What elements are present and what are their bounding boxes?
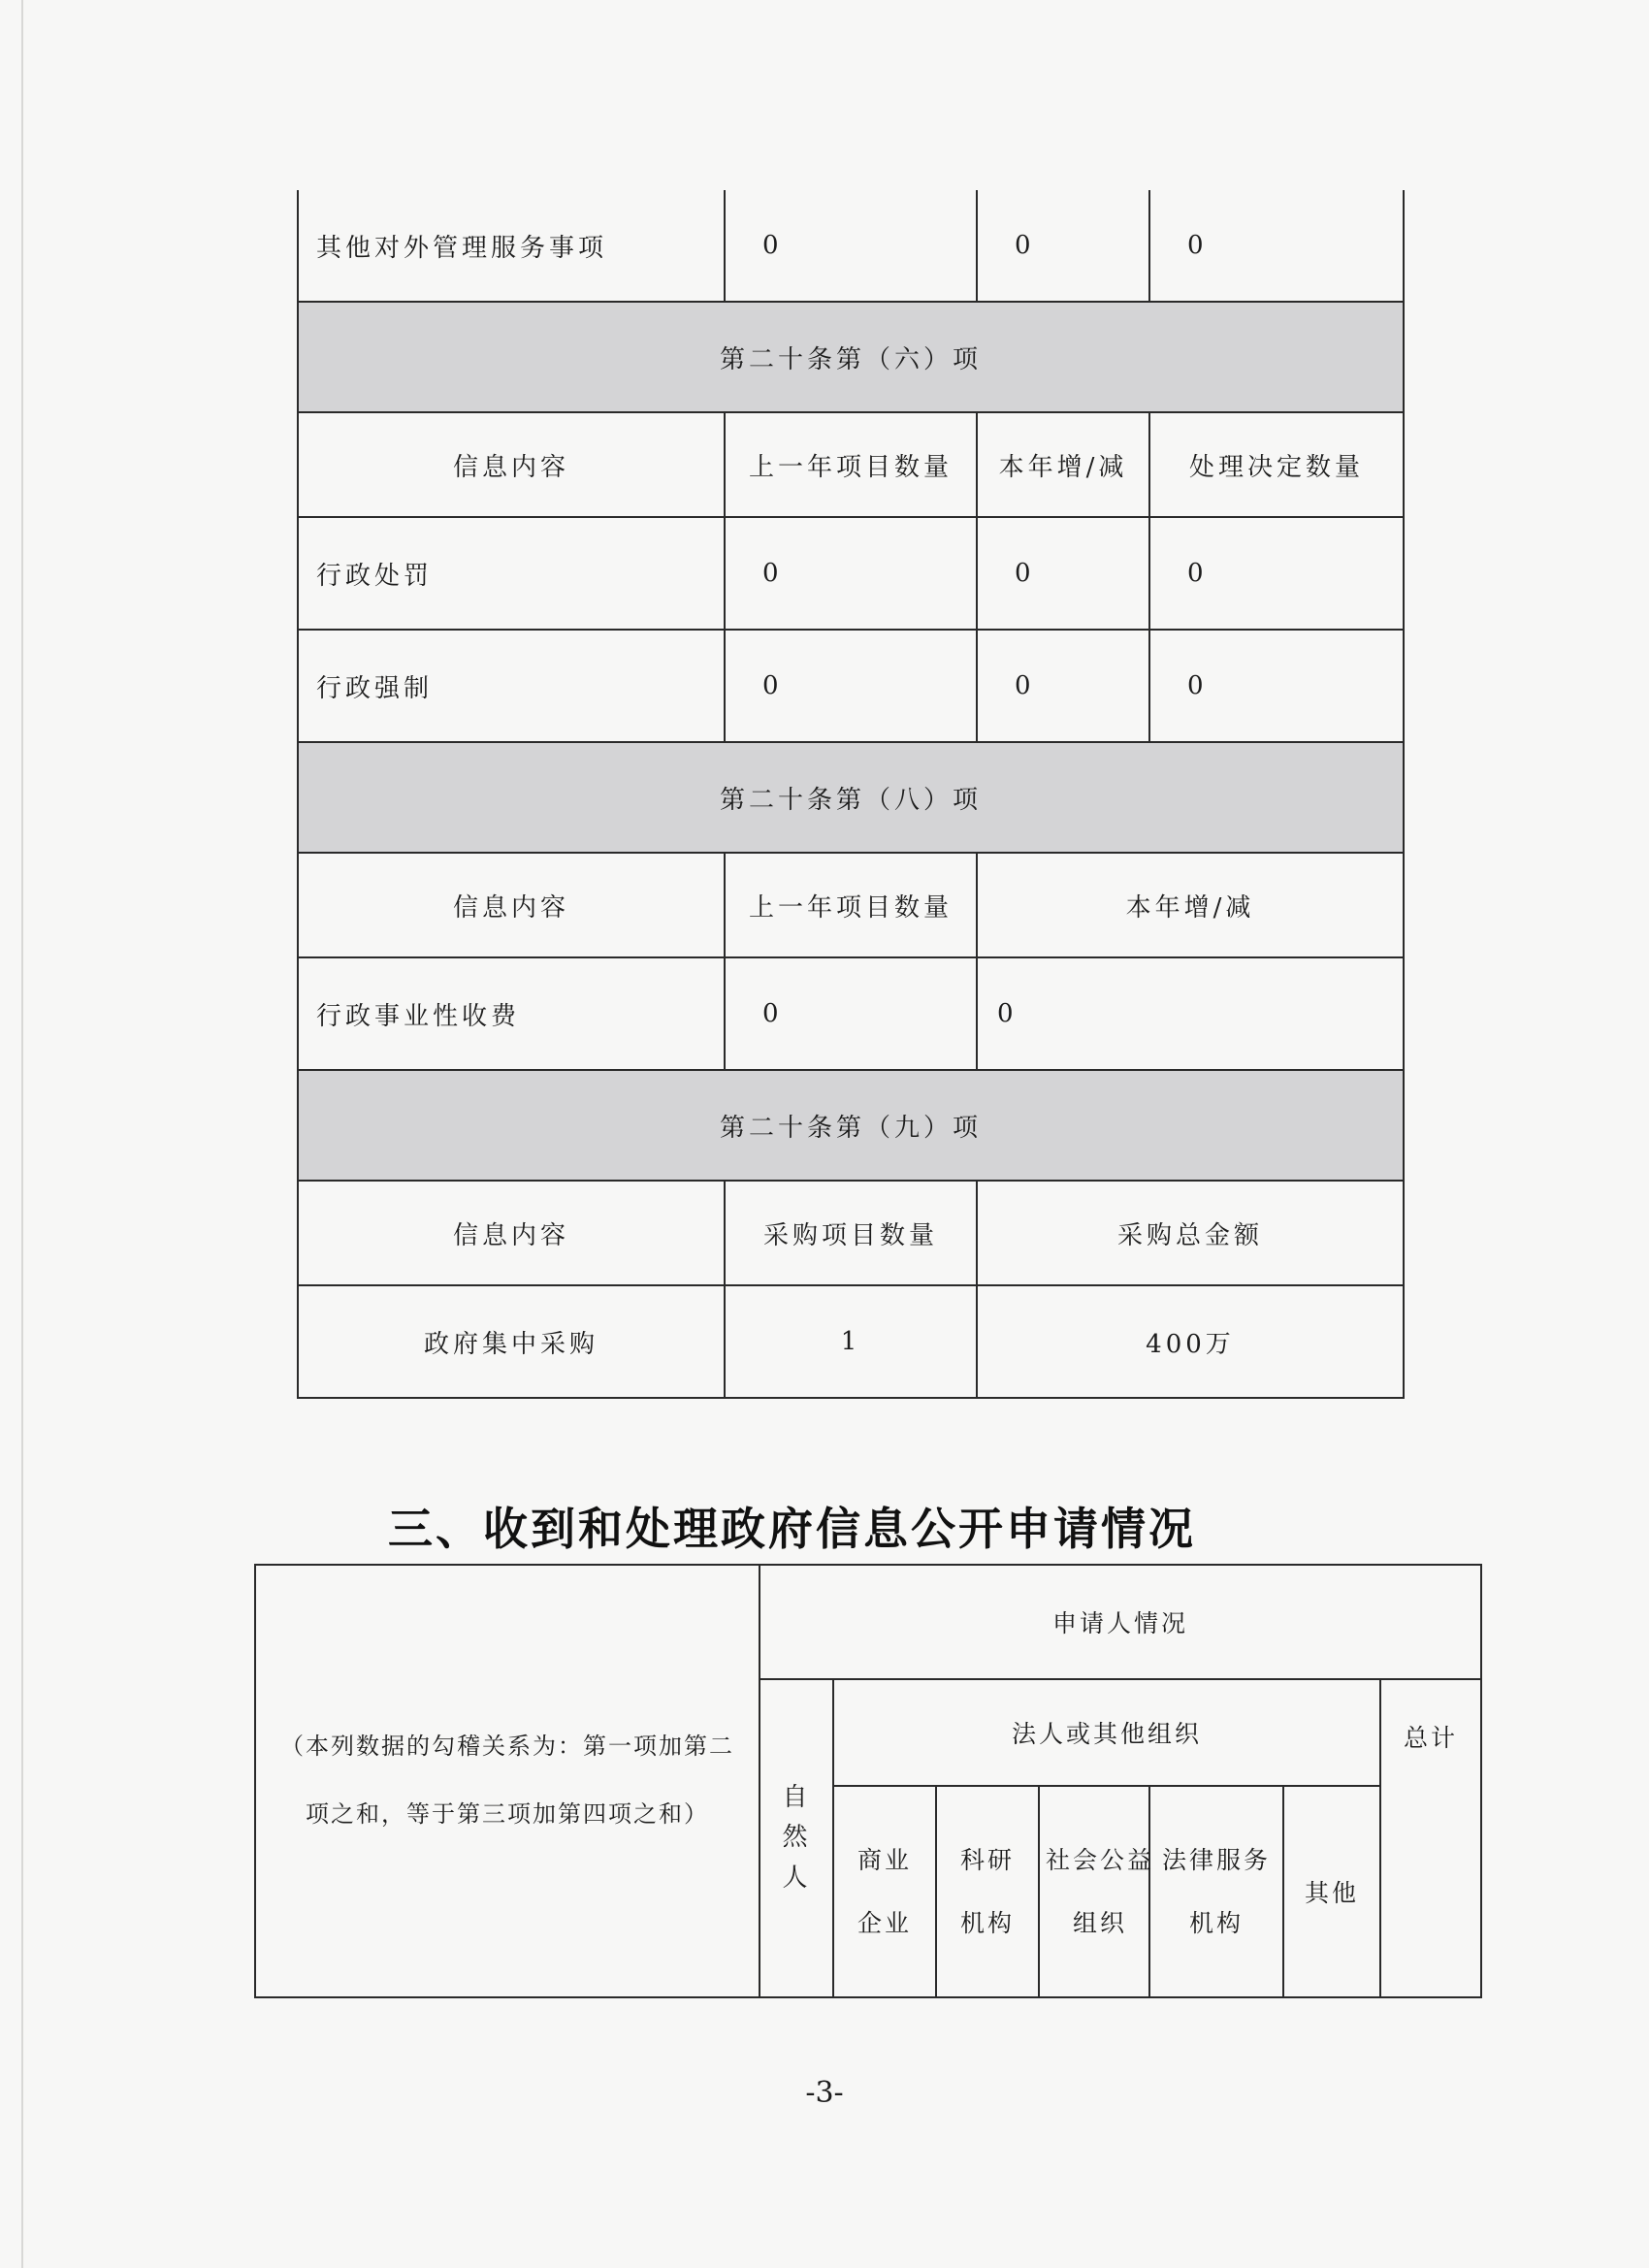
column-header: 信息内容	[298, 412, 725, 517]
note-cell	[255, 1565, 760, 1997]
category-cell	[936, 1786, 1039, 1997]
cell-value: 0	[1149, 630, 1404, 742]
cell-value: 0	[977, 190, 1149, 302]
note-text: （本列数据的勾稽关系为：第一项加第二项之和，等于第三项加第四项之和）	[280, 1733, 734, 1828]
cell-value: 0	[725, 190, 977, 302]
category-label: 法律服务机构	[1162, 1846, 1272, 1937]
applicant-header: 申请人情况	[760, 1565, 1481, 1679]
table-row	[298, 630, 1404, 742]
cell-value: 0	[977, 630, 1149, 742]
cell-value: 1	[725, 1285, 977, 1398]
legal-person-header: 法人或其他组织	[833, 1679, 1380, 1786]
category-cell	[1149, 1786, 1283, 1997]
column-header-row	[298, 853, 1404, 957]
cell-value: 0	[725, 630, 977, 742]
cell-value: 0	[725, 957, 977, 1070]
section-header-row	[298, 1070, 1404, 1181]
column-header: 信息内容	[298, 1181, 725, 1285]
page-edge	[21, 0, 23, 2268]
natural-person-label: 自然人	[782, 1782, 811, 1893]
column-header: 信息内容	[298, 853, 725, 957]
column-header: 上一年项目数量	[725, 853, 977, 957]
cell-value: 0	[725, 517, 977, 630]
column-header: 处理决定数量	[1149, 412, 1404, 517]
table-row	[255, 1565, 1481, 1679]
category-cell: 其他	[1283, 1786, 1380, 1997]
section-title: 第二十条第（八）项	[298, 742, 1404, 853]
cell-value: 0	[1149, 517, 1404, 630]
column-header: 采购项目数量	[725, 1181, 977, 1285]
row-label: 行政事业性收费	[298, 957, 725, 1070]
section-header-row	[298, 742, 1404, 853]
page-number: -3-	[805, 2076, 844, 2110]
natural-person-cell	[760, 1679, 833, 1997]
cell-value: 0	[977, 517, 1149, 630]
column-header-row	[298, 1181, 1404, 1285]
total-header: 总计	[1380, 1679, 1481, 1997]
column-header: 本年增/减	[977, 412, 1149, 517]
column-header: 采购总金额	[977, 1181, 1404, 1285]
table-row	[298, 517, 1404, 630]
section-heading: 三、收到和处理政府信息公开申请情况	[388, 1503, 1196, 1555]
cell-value: 0	[977, 957, 1404, 1070]
section-title: 第二十条第（九）项	[298, 1070, 1404, 1181]
column-header: 上一年项目数量	[725, 412, 977, 517]
row-label: 其他对外管理服务事项	[298, 190, 725, 302]
application-table	[254, 1564, 1482, 1998]
cell-value: 400万	[977, 1285, 1404, 1398]
category-cell	[1039, 1786, 1155, 1997]
row-label: 行政强制	[298, 630, 725, 742]
category-cell	[833, 1786, 936, 1997]
section-title: 第二十条第（六）项	[298, 302, 1404, 412]
column-header: 本年增/减	[977, 853, 1404, 957]
table-row	[298, 957, 1404, 1070]
table-row	[298, 190, 1404, 302]
row-label: 政府集中采购	[298, 1285, 725, 1398]
row-label: 行政处罚	[298, 517, 725, 630]
table-row	[298, 1285, 1404, 1398]
category-label: 社会公益组织	[1046, 1846, 1155, 1937]
disclosure-table-upper	[297, 190, 1405, 1399]
category-label: 商业企业	[857, 1846, 912, 1937]
cell-value: 0	[1149, 190, 1404, 302]
column-header-row	[298, 412, 1404, 517]
category-label: 科研机构	[959, 1846, 1015, 1937]
section-header-row	[298, 302, 1404, 412]
